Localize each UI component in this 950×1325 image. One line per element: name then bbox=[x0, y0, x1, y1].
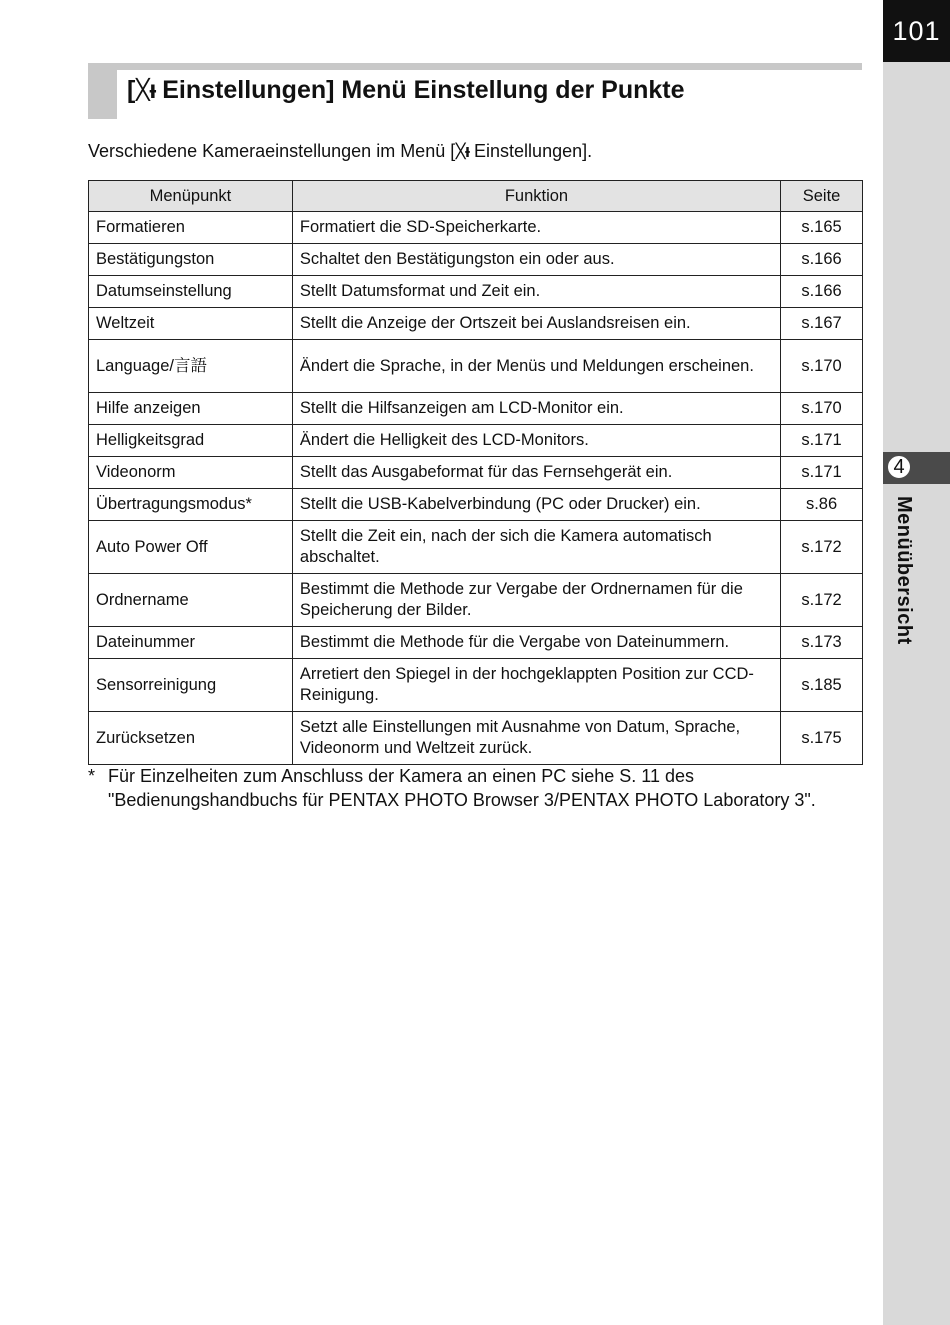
header-menu-item: Menüpunkt bbox=[89, 181, 293, 212]
page-ref-cell: s.172 bbox=[781, 521, 863, 574]
function-cell: Schaltet den Bestätigungston ein oder aus. bbox=[292, 244, 780, 276]
table-row bbox=[89, 489, 863, 521]
table-row bbox=[89, 425, 863, 457]
page-title bbox=[127, 76, 685, 105]
header-function: Funktion bbox=[292, 181, 780, 212]
page-ref-cell: s.170 bbox=[781, 340, 863, 393]
menu-item-cell: Bestätigungston bbox=[89, 244, 293, 276]
chapter-number: 4 bbox=[886, 454, 912, 480]
footnote-line-2: "Bedienungshandbuchs für PENTAX PHOTO Browser 3/PENTAX PHOTO Laboratory 3". bbox=[108, 790, 816, 810]
table-row bbox=[89, 393, 863, 425]
function-cell: Stellt die Hilfsanzeigen am LCD-Monitor ein. bbox=[292, 393, 780, 425]
chapter-side-strip bbox=[883, 0, 950, 1325]
menu-item-cell: Zurücksetzen bbox=[89, 712, 293, 765]
menu-item-cell: Übertragungsmodus* bbox=[89, 489, 293, 521]
menu-item-cell: Hilfe anzeigen bbox=[89, 393, 293, 425]
menu-item-cell: Datumseinstellung bbox=[89, 276, 293, 308]
function-cell: Stellt das Ausgabeformat für das Fernsehgerät ein. bbox=[292, 457, 780, 489]
page-title-prefix: [ bbox=[127, 76, 136, 104]
table-row bbox=[89, 627, 863, 659]
page-number: 101 bbox=[883, 0, 950, 62]
function-cell: Formatiert die SD-Speicherkarte. bbox=[292, 212, 780, 244]
intro-text bbox=[88, 141, 592, 162]
function-cell: Ändert die Helligkeit des LCD-Monitors. bbox=[292, 425, 780, 457]
page-ref-cell: s.86 bbox=[781, 489, 863, 521]
menu-item-cell: Auto Power Off bbox=[89, 521, 293, 574]
menu-item-cell: Language/言語 bbox=[89, 340, 293, 393]
page-ref-cell: s.171 bbox=[781, 425, 863, 457]
table-row bbox=[89, 712, 863, 765]
chapter-title: Menüübersicht bbox=[893, 496, 915, 645]
menu-item-cell: Helligkeitsgrad bbox=[89, 425, 293, 457]
function-cell: Bestimmt die Methode zur Vergabe der Ordnernamen für die Speicherung der Bilder. bbox=[292, 574, 780, 627]
page-ref-cell: s.185 bbox=[781, 659, 863, 712]
page-ref-cell: s.166 bbox=[781, 276, 863, 308]
menu-item-cell: Sensorreinigung bbox=[89, 659, 293, 712]
table-row bbox=[89, 308, 863, 340]
menu-item-cell: Formatieren bbox=[89, 212, 293, 244]
table-row bbox=[89, 659, 863, 712]
page-ref-cell: s.170 bbox=[781, 393, 863, 425]
function-cell: Ändert die Sprache, in der Menüs und Meldungen erscheinen. bbox=[292, 340, 780, 393]
menu-item-cell: Videonorm bbox=[89, 457, 293, 489]
page-ref-cell: s.175 bbox=[781, 712, 863, 765]
table-row bbox=[89, 574, 863, 627]
table-row bbox=[89, 276, 863, 308]
table-row bbox=[89, 212, 863, 244]
function-cell: Stellt Datumsformat und Zeit ein. bbox=[292, 276, 780, 308]
intro-before: Verschiedene Kameraeinstellungen im Menü [ bbox=[88, 141, 456, 161]
function-cell: Bestimmt die Methode für die Vergabe von Dateinummern. bbox=[292, 627, 780, 659]
menu-item-cell: Ordnername bbox=[89, 574, 293, 627]
function-cell: Arretiert den Spiegel in der hochgeklappten Position zur CCD-Reinigung. bbox=[292, 659, 780, 712]
header-page: Seite bbox=[781, 181, 863, 212]
page-ref-cell: s.166 bbox=[781, 244, 863, 276]
page-title-text: Einstellungen] Menü Einstellung der Punkte bbox=[155, 76, 685, 104]
footnote-text bbox=[108, 764, 816, 812]
page-ref-cell: s.165 bbox=[781, 212, 863, 244]
table-row bbox=[89, 244, 863, 276]
footnote-marker: * bbox=[88, 766, 96, 786]
footnote-line-1: Für Einzelheiten zum Anschluss der Kamera an einen PC siehe S. 11 des bbox=[108, 766, 694, 786]
setup-wrench-icon: ᚷᵻ bbox=[455, 141, 470, 161]
menu-item-cell: Weltzeit bbox=[89, 308, 293, 340]
setup-wrench-icon: ᚷᵻ bbox=[135, 76, 156, 104]
function-cell: Stellt die USB-Kabelverbindung (PC oder Drucker) ein. bbox=[292, 489, 780, 521]
table-row bbox=[89, 521, 863, 574]
menu-item-cell: Dateinummer bbox=[89, 627, 293, 659]
heading-rule bbox=[88, 63, 862, 70]
function-cell: Setzt alle Einstellungen mit Ausnahme von Datum, Sprache, Videonorm und Weltzeit zurück. bbox=[292, 712, 780, 765]
page-ref-cell: s.171 bbox=[781, 457, 863, 489]
intro-after: Einstellungen]. bbox=[469, 141, 593, 161]
table-row bbox=[89, 340, 863, 393]
function-cell: Stellt die Zeit ein, nach der sich die Kamera automatisch abschaltet. bbox=[292, 521, 780, 574]
table-header-row bbox=[89, 181, 863, 212]
page-ref-cell: s.167 bbox=[781, 308, 863, 340]
page-ref-cell: s.173 bbox=[781, 627, 863, 659]
heading-bar bbox=[88, 63, 117, 119]
function-cell: Stellt die Anzeige der Ortszeit bei Auslandsreisen ein. bbox=[292, 308, 780, 340]
settings-table bbox=[88, 180, 863, 765]
table-row bbox=[89, 457, 863, 489]
page-ref-cell: s.172 bbox=[781, 574, 863, 627]
